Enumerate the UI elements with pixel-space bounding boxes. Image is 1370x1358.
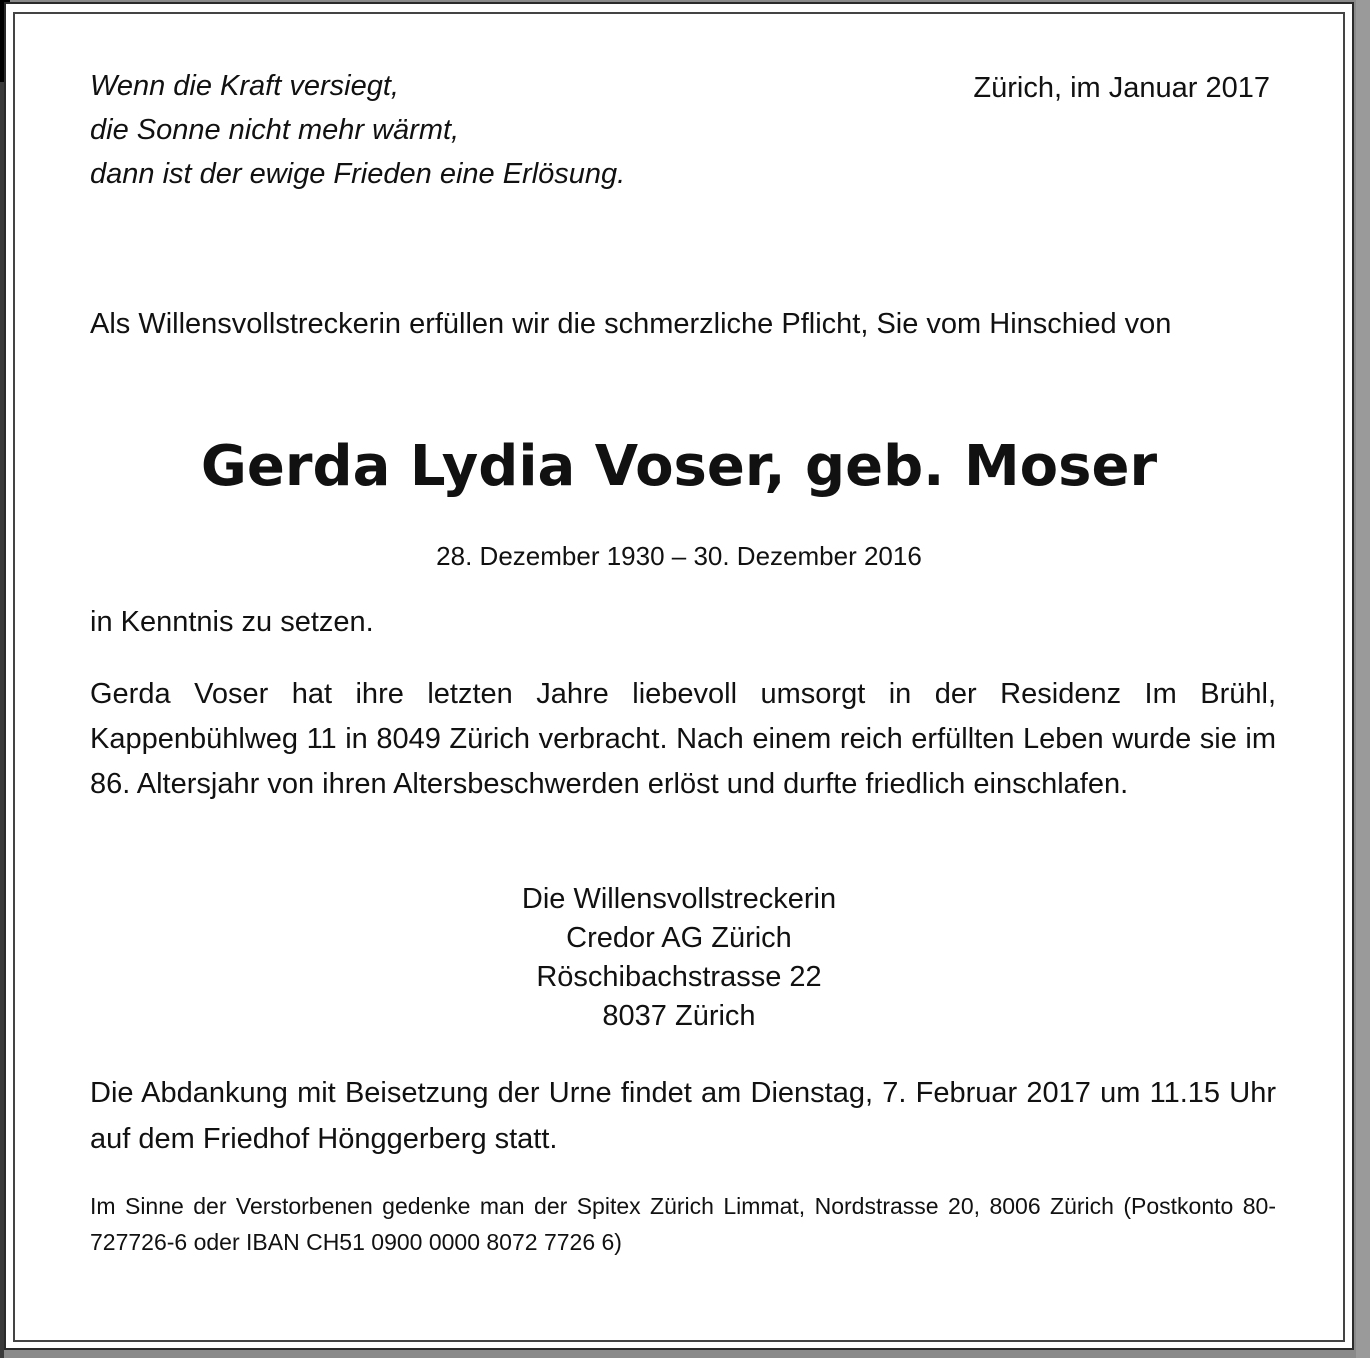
kenntnis-text: in Kenntnis zu setzen. <box>90 606 374 638</box>
poem <box>90 64 625 196</box>
ceremony-paragraph: Die Abdankung mit Beisetzung der Urne findet am Dienstag, 7. Februar 2017 um 11.15 Uhr auf dem Friedhof Hönggerberg statt. <box>90 1077 1276 1155</box>
deceased-name: Gerda Lydia Voser, geb. Moser <box>200 434 1158 499</box>
right-edge <box>1356 0 1370 1358</box>
poem-line-2: die Sonne nicht mehr wärmt, <box>90 114 460 146</box>
donation-note: Im Sinne der Verstorbenen gedenke man der Spitex Zürich Limmat, Nordstrasse 20, 8006 Zürich (Postkonto 80-727726-6 oder IBAN CH51 0900 0000 8072 7726 6) <box>90 1193 1276 1255</box>
lifespan-dates: 28. Dezember 1930 – 30. Dezember 2016 <box>436 541 922 571</box>
signature-street: Röschibachstrasse 22 <box>536 961 822 993</box>
poem-line-3: dann ist der ewige Frieden eine Erlösung. <box>90 158 626 190</box>
signature-company: Credor AG Zürich <box>566 922 792 954</box>
signature-block <box>6 880 1352 1036</box>
signature-city: 8037 Zürich <box>602 1000 756 1032</box>
poem-line-1: Wenn die Kraft versiegt, <box>90 70 399 102</box>
signature-role: Die Willensvollstreckerin <box>521 883 837 915</box>
intro-text: Als Willensvollstreckerin erfüllen wir die schmerzliche Pflicht, Sie vom Hinschied von <box>90 308 1172 340</box>
body-paragraph: Gerda Voser hat ihre letzten Jahre liebevoll umsorgt in der Residenz Im Brühl, Kappenbühlweg 11 in 8049 Zürich verbracht. Nach einem reich erfüllten Leben wurde sie im 86. Altersjahr von ihren Altersbeschwerden erlöst und durfte friedlich einschlafen. <box>90 678 1276 800</box>
obituary-notice <box>4 2 1354 1350</box>
dateline: Zürich, im Januar 2017 <box>973 72 1270 104</box>
